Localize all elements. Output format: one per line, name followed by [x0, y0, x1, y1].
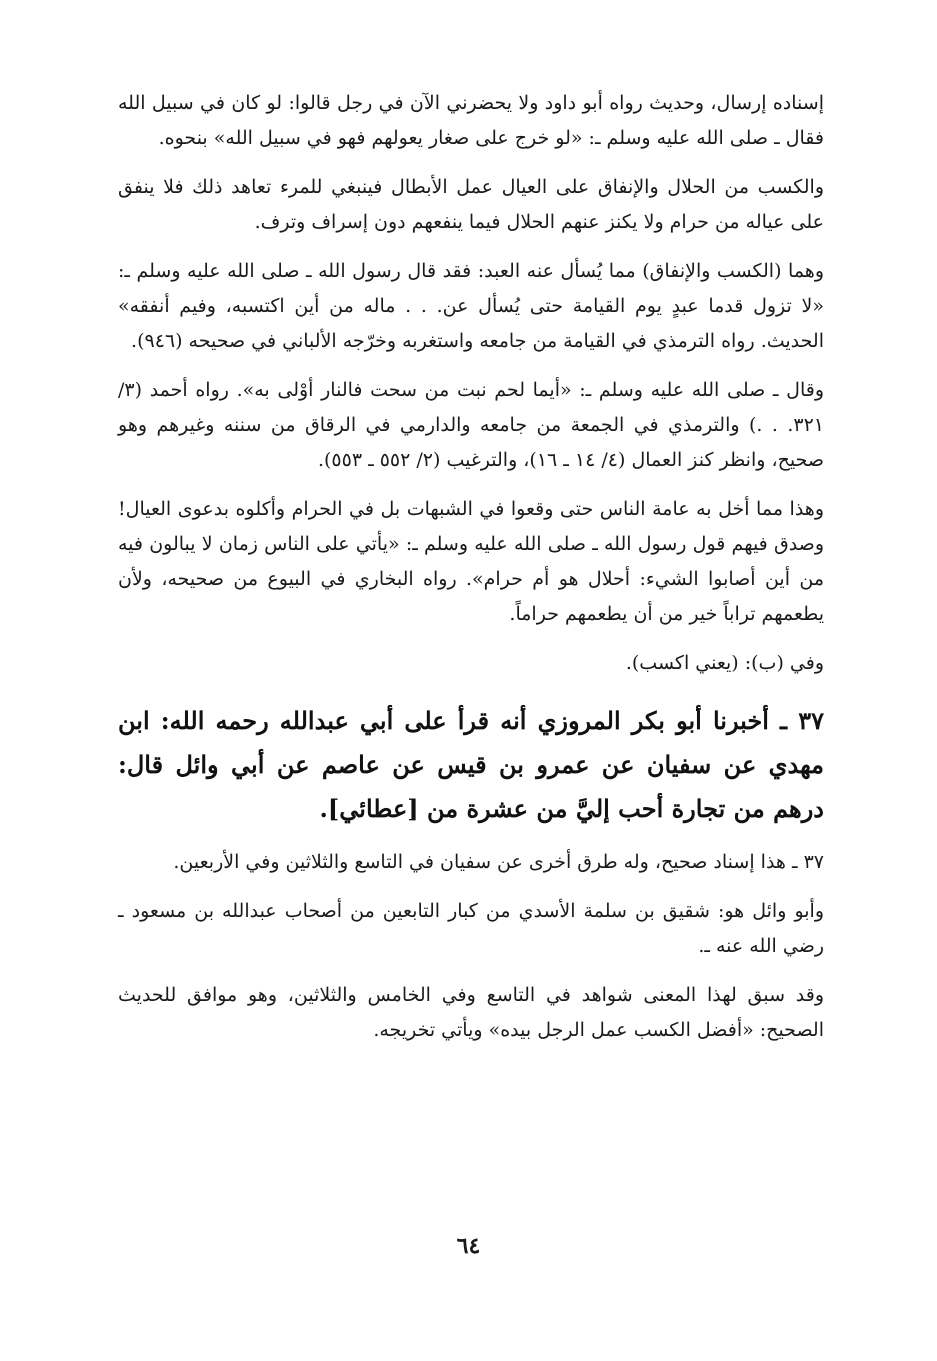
commentary-paragraph-1: ٣٧ ـ هذا إسناد صحيح، وله طرق أخرى عن سفيان في التاسع والثلاثين وفي الأربعين. [173, 851, 824, 873]
footnote-paragraph-4: وقال ـ صلى الله عليه وسلم ـ: «أيما لحم نبت من سحت فالنار أوْلى به». رواه أحمد (٣/ ٣٢١. . .) والترمذي في الجمعة من جامعه والدارمي في الرقاق من سننه وغيرهم وهو صحيح، وانظر كنز العمال (٤/ ١٤ ـ ١٦)، والترغيب (٢/ ٥٥٢ ـ ٥٥٣). [118, 379, 824, 471]
commentary-paragraph-2: وأبو وائل هو: شقيق بن سلمة الأسدي من كبار التابعين من أصحاب عبدالله بن مسعود ـ رضي الله عنه ـ. [118, 900, 824, 957]
footnote-paragraph-1: إسناده إرسال، وحديث رواه أبو داود ولا يحضرني الآن في رجل قالوا: لو كان في سبيل الله فقال ـ صلى الله عليه وسلم ـ: «لو خرج على صغار يعولهم فهو في سبيل الله» بنحوه. [118, 92, 824, 149]
commentary-paragraph-3: وقد سبق لهذا المعنى شواهد في التاسع وفي الخامس والثلاثين، وهو موافق للحديث الصحيح: «أفضل الكسب عمل الرجل بيده» ويأتي تخريجه. [118, 984, 824, 1041]
footnote-paragraph-5: وهذا مما أخل به عامة الناس حتى وقعوا في الشبهات بل في الحرام وأكلوه بدعوى العيال! وصدق فيهم قول رسول الله ـ صلى الله عليه وسلم ـ: «يأتي على الناس زمان لا يبالون فيه من أين أصابوا الشيء: أحلال هو أم حرام». رواه البخاري في البيوع من صحيحه، ولأن يطعمهم تراباً خير من أن يطعمهم حراماً. [118, 498, 824, 625]
page-number: ٦٤ [456, 1233, 481, 1259]
footnote-paragraph-3: وهما (الكسب والإنفاق) مما يُسأل عنه العبد: فقد قال رسول الله ـ صلى الله عليه وسلم ـ: «لا تزول قدما عبدٍ يوم القيامة حتى يُسأل عن. . . ماله من أين اكتسبه، وفيم أنفقه» الحديث. رواه الترمذي في القيامة من جامعه واستغربه وخرّجه الألباني في صحيحه (٩٤٦). [118, 260, 824, 352]
hadith-text: ٣٧ ـ أخبرنا أبو بكر المروزي أنه قرأ على أبي عبدالله رحمه الله: ابن مهدي عن سفيان عن عمرو بن قيس عن عاصم عن أبي وائل قال: درهم من تجارة أحب إليَّ من عشرة من [عطائي]. [118, 706, 824, 823]
footnote-paragraph-6: وفي (ب): (يعني اكسب). [625, 652, 824, 674]
footnote-paragraph-2: والكسب من الحلال والإنفاق على العيال عمل الأبطال فينبغي للمرء تعاهد ذلك فلا ينفق على عياله من حرام ولا يكنز عنهم الحلال فيما ينفعهم دون إسراف وترف. [118, 176, 824, 233]
page-body [118, 86, 824, 1062]
